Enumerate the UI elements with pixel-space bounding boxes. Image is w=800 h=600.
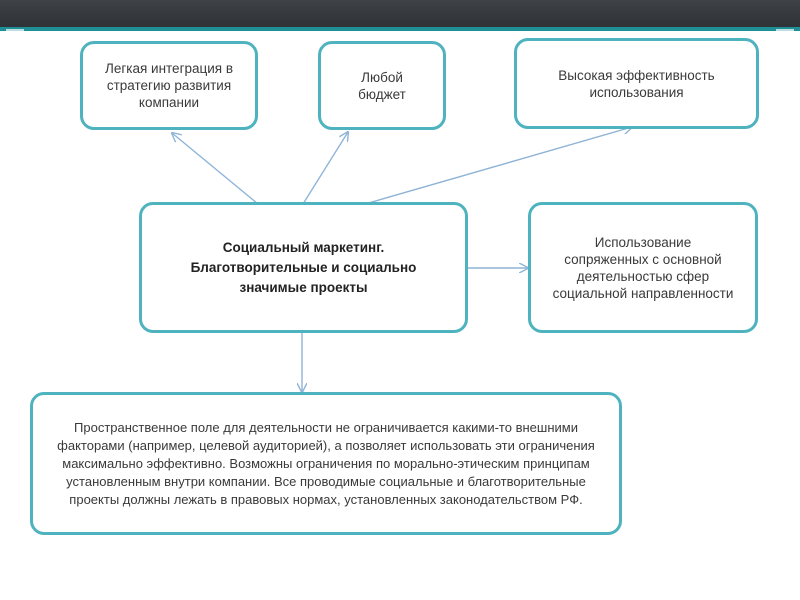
arrow-to-budget bbox=[303, 132, 348, 204]
box-social-marketing bbox=[139, 202, 468, 333]
box-easy-integration bbox=[80, 41, 258, 130]
box-social-spheres bbox=[528, 202, 758, 333]
box-social-marketing-text: Социальный маркетинг. Благотворительные и социально значимые проекты bbox=[190, 239, 417, 295]
box-description bbox=[30, 392, 622, 535]
box-any-budget bbox=[318, 41, 446, 130]
box-any-budget-text: Любой бюджет bbox=[358, 69, 406, 102]
arrow-to-integration bbox=[172, 133, 258, 204]
arrow-to-efficiency bbox=[365, 127, 632, 204]
box-social-spheres-text: Использование сопряженных с основной деятельностью сфер социальной направленности bbox=[552, 234, 734, 301]
box-easy-integration-text: Легкая интеграция в стратегию развития компании bbox=[104, 61, 234, 110]
box-description-text: Пространственное поле для деятельности не ограничивается какими-то внешними факторами (например, целевой аудиторией), а позволяет использовать эти ограничения максимально эффективно. Возможны ограничения по морально-этическим принципам установленным внутри компании. Все проводимые социальные и благотворительные проекты должны лежать в правовых нормах, установленных законодательством РФ. bbox=[57, 419, 595, 507]
box-high-efficiency bbox=[514, 38, 759, 129]
box-high-efficiency-text: Высокая эффективность использования bbox=[558, 67, 715, 100]
